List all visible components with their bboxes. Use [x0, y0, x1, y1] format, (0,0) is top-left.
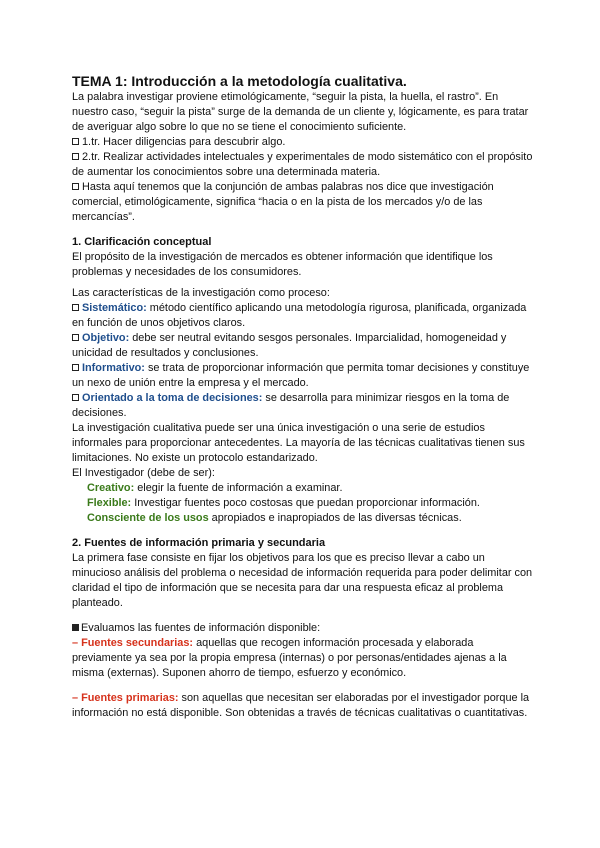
paragraph: La investigación cualitativa puede ser una única investigación o una serie de estudios informales para proporcionar antecedentes. La mayoría de las técnicas cualitativas tienen sus limitaciones. No existe un protocolo estandarizado.	[72, 422, 525, 464]
document-title: TEMA 1: Introducción a la metodología cualitativa.	[72, 73, 407, 89]
checkbox-bullet-icon	[72, 394, 79, 401]
characteristic-item: Sistemático: método científico aplicando una metodología rigurosa, planificada, organizada en función de unos objetivos claros.	[72, 302, 527, 329]
section-heading: 1. Clarificación conceptual	[72, 236, 212, 248]
characteristic-item: Objetivo: debe ser neutral evitando sesgos personales. Imparcialidad, homogeneidad y unicidad de resultados y conclusiones.	[72, 332, 507, 359]
bullet-item: Hasta aquí tenemos que la conjunción de ambas palabras nos dice que investigación comercial, etimológicamente, significa “hacia o en la pista de los mercados y/o de las mercancías”.	[72, 181, 494, 223]
bullet-item: 1.tr. Hacer diligencias para descubrir algo.	[72, 135, 534, 150]
checkbox-bullet-icon	[72, 304, 79, 311]
paragraph: La primera fase consiste en fijar los objetivos para los que es preciso llevar a cabo un minucioso análisis del problema o necesidad de información requerida para poder delimitar con claridad el tipo de información que se necesita para dar una respuesta eficaz al problema planteado.	[72, 552, 533, 609]
checkbox-bullet-icon	[72, 153, 79, 160]
paragraph: El propósito de la investigación de mercados es obtener información que identifique los problemas y necesidades de los consumidores.	[72, 251, 493, 278]
paragraph: Evaluamos las fuentes de información disponible:	[72, 621, 534, 636]
source-item: – Fuentes secundarias: aquellas que recogen información procesada y elaborada previamente ya sea por la propia empresa (internas) o por personas/entidades ajenas a la misma (externas). Suponen ahorro de tiempo, esfuerzo y económico.	[72, 637, 507, 679]
checkbox-bullet-icon	[72, 183, 79, 190]
bullet-item: 2.tr. Realizar actividades intelectuales y experimentales de modo sistemático con el propósito de aumentar los conocimientos sobre una determinada materia.	[72, 151, 533, 178]
trait-item: Consciente de los usos apropiados e inapropiados de las diversas técnicas.	[87, 512, 462, 524]
section-heading: 2. Fuentes de información primaria y secundaria	[72, 537, 326, 549]
trait-item: Creativo: elegir la fuente de información a examinar.	[87, 482, 343, 494]
document-page	[72, 72, 534, 721]
checkbox-bullet-icon	[72, 138, 79, 145]
characteristic-item: Informativo: se trata de proporcionar información que permita tomar decisiones y constituye un nexo de unión entre la empresa y el mercado.	[72, 362, 530, 389]
square-bullet-icon	[72, 624, 79, 631]
trait-item: Flexible: Investigar fuentes poco costosas que puedan proporcionar información.	[87, 497, 480, 509]
source-item: – Fuentes primarias: son aquellas que necesitan ser elaboradas por el investigador porque la información no está disponible. Son obtenidas a través de técnicas cualitativas o cuantitativas.	[72, 692, 530, 719]
characteristic-item: Orientado a la toma de decisiones: se desarrolla para minimizar riesgos en la toma de decisiones.	[72, 392, 510, 419]
intro-paragraph: La palabra investigar proviene etimológicamente, “seguir la pista, la huella, el rastro”. En nuestro caso, “seguir la pista” surge de la demanda de un cliente y, lógicamente, es para tratar de averiguar algo sobre lo que no se tiene el conocimiento suficiente.	[72, 91, 529, 133]
paragraph: Las características de la investigación como proceso:	[72, 287, 330, 299]
checkbox-bullet-icon	[72, 364, 79, 371]
checkbox-bullet-icon	[72, 334, 79, 341]
paragraph: El Investigador (debe de ser):	[72, 467, 215, 479]
